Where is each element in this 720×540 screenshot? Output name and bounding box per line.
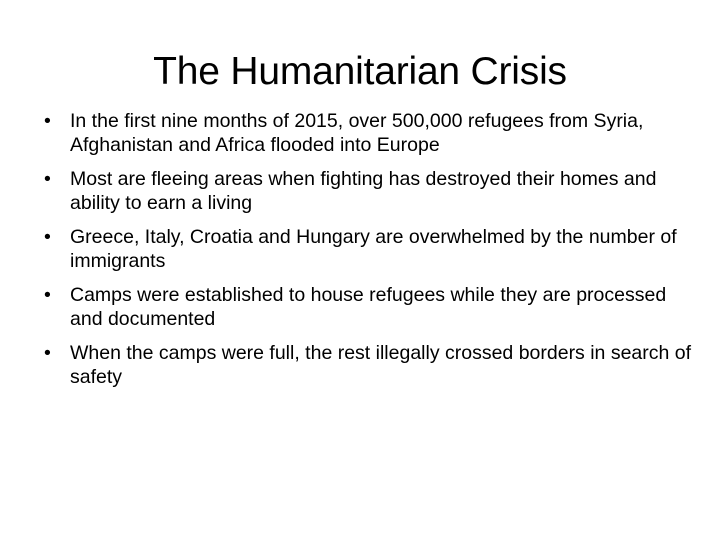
bullet-item	[36, 167, 696, 215]
bullet-item	[36, 225, 696, 273]
slide-title: The Humanitarian Crisis	[153, 50, 567, 93]
bullet-marker: •	[44, 226, 51, 248]
bullet-item	[36, 109, 696, 157]
bullet-marker: •	[44, 110, 51, 132]
bullet-text: Most are fleeing areas when fighting has destroyed their homes and ability to earn a living	[70, 168, 657, 214]
bullet-text: When the camps were full, the rest illegally crossed borders in search of safety	[70, 342, 692, 388]
bullet-text: Greece, Italy, Croatia and Hungary are overwhelmed by the number of immigrants	[70, 226, 677, 272]
bullet-text: Camps were established to house refugees while they are processed and documented	[70, 284, 667, 330]
bullet-marker: •	[44, 168, 51, 190]
bullet-marker: •	[44, 284, 51, 306]
bullet-list	[36, 109, 696, 399]
bullet-text: In the first nine months of 2015, over 500,000 refugees from Syria, Afghanistan and Africa flooded into Europe	[70, 110, 644, 156]
bullet-item	[36, 341, 696, 389]
bullet-marker: •	[44, 342, 51, 364]
bullet-item	[36, 283, 696, 331]
